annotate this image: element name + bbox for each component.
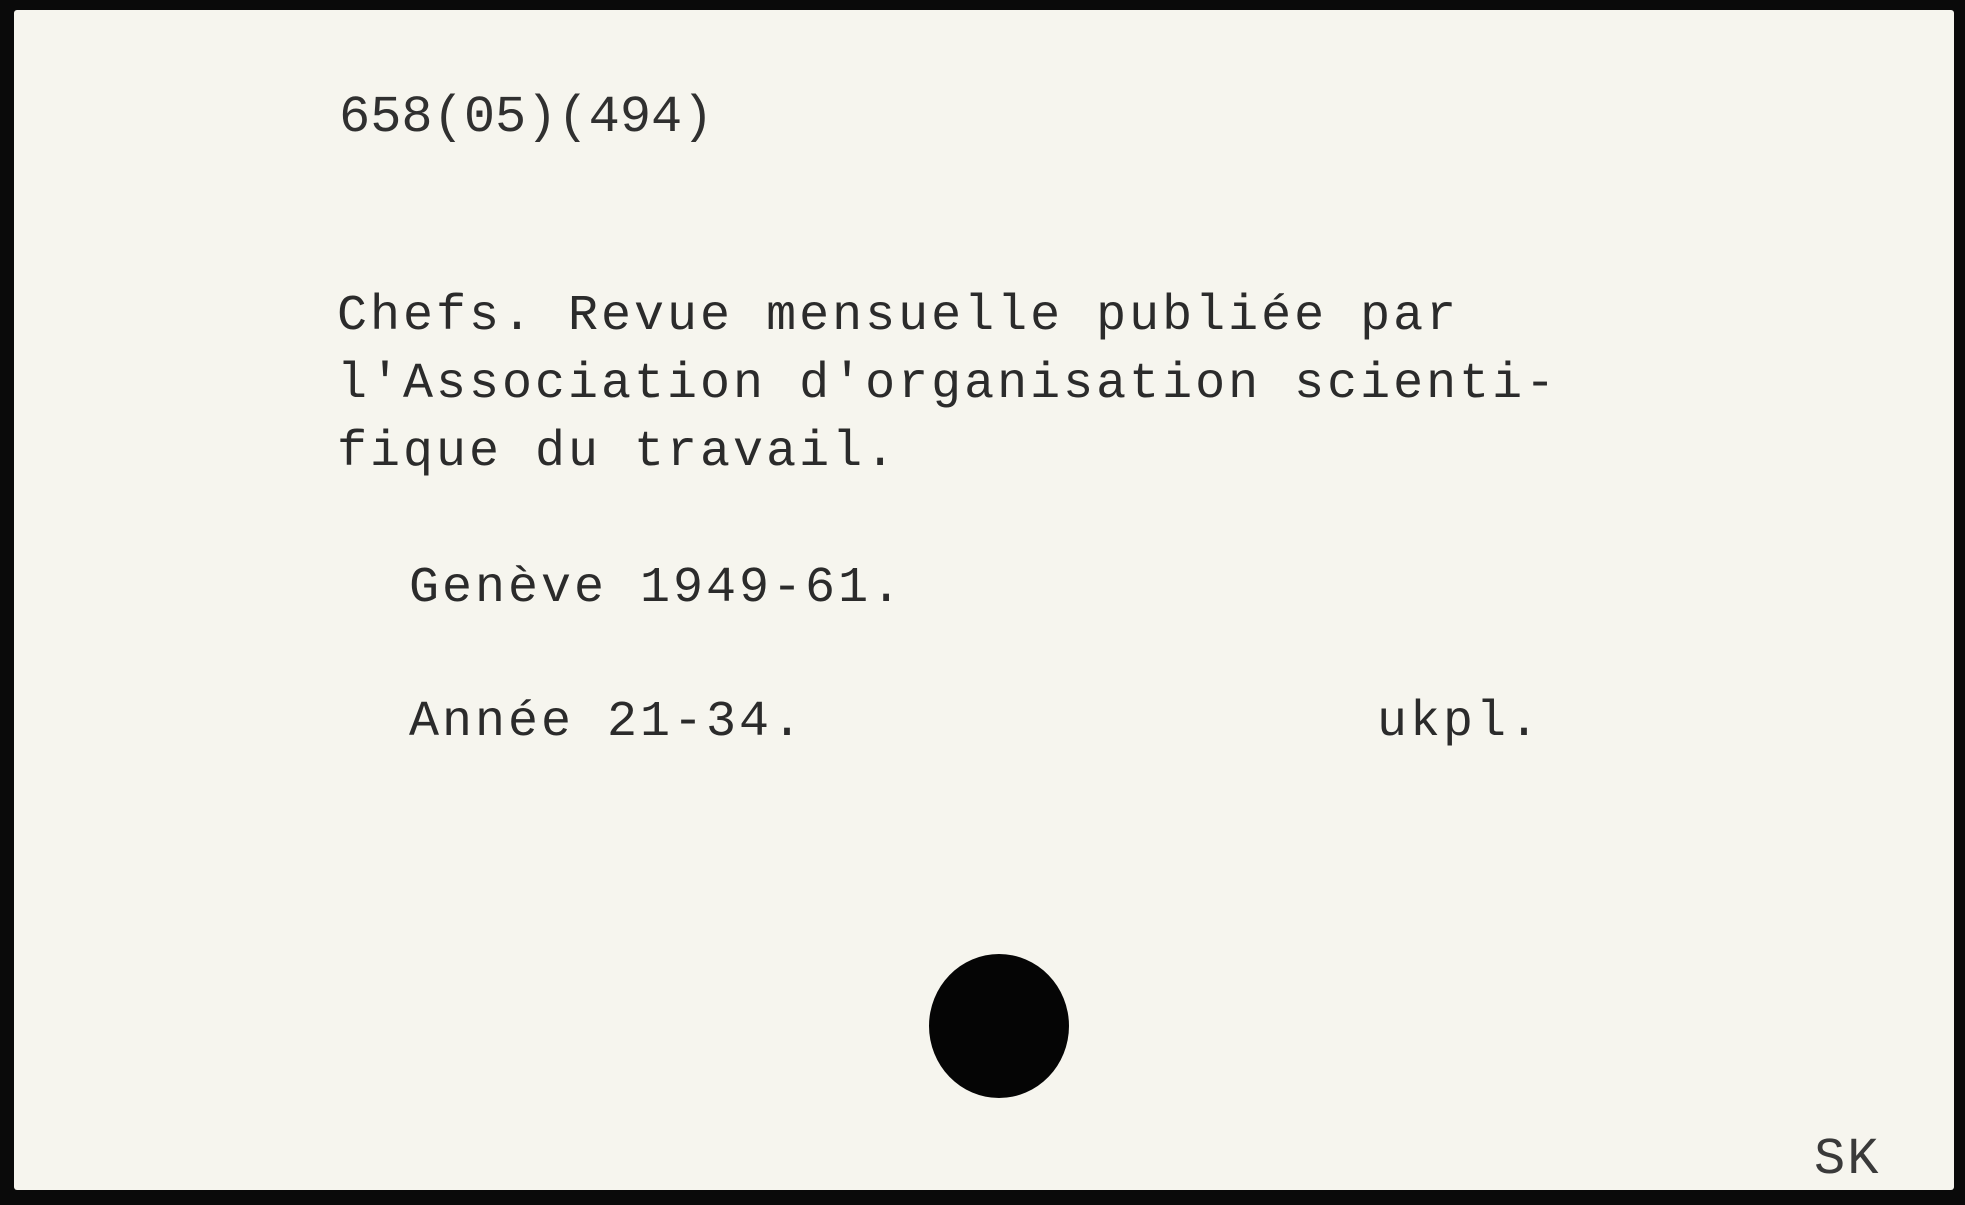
- location-code: ukpl.: [1377, 694, 1543, 751]
- punch-hole: [929, 954, 1069, 1098]
- catalog-card: [14, 10, 1954, 1190]
- signature-code: SK: [1814, 1130, 1881, 1189]
- classification-number: 658(05)(494): [339, 88, 714, 147]
- title-line-2: l'Association d'organisation scienti-: [337, 356, 1559, 413]
- place-and-dates: Genève 1949-61.: [409, 560, 905, 617]
- title-line-1: Chefs. Revue mensuelle publiée par: [337, 288, 1460, 345]
- title-line-3: fique du travail.: [337, 424, 899, 481]
- volume-range: Année 21-34.: [409, 694, 806, 751]
